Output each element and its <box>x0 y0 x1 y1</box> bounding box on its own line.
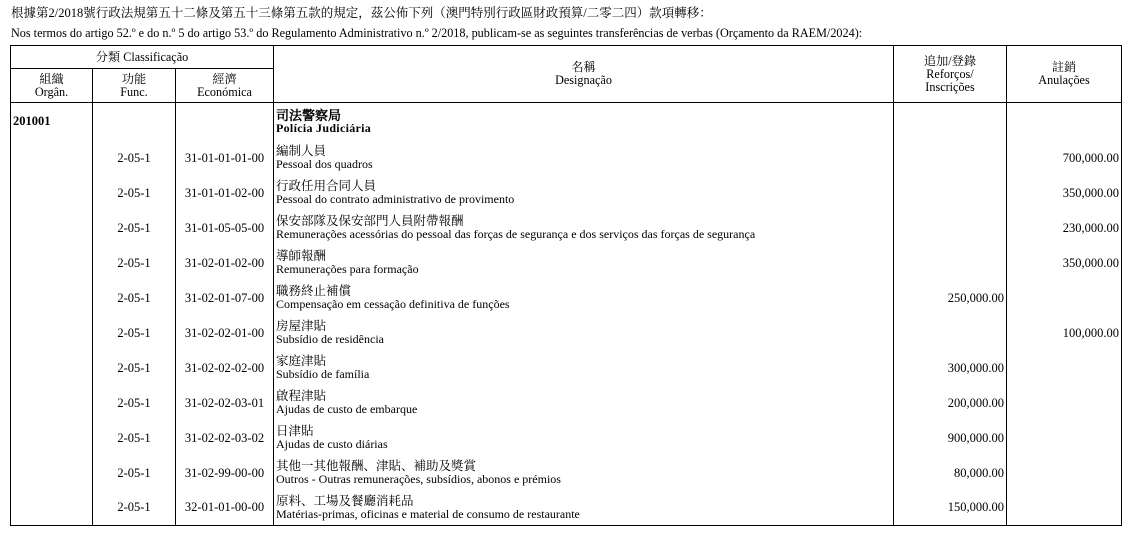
designation-pt: Subsídio de família <box>276 367 370 381</box>
organization-name-zh: 司法警察局 <box>276 107 342 123</box>
organic-cell <box>11 176 93 211</box>
annulment-amount: 100,000.00 <box>1007 316 1122 351</box>
table-header <box>11 46 1122 103</box>
economic-code: 31-01-01-02-00 <box>176 176 274 211</box>
annulment-amount: 350,000.00 <box>1007 246 1122 281</box>
annulment-amount <box>1007 351 1122 386</box>
table-body <box>11 103 1122 526</box>
table-row <box>11 316 1122 351</box>
designation-zh: 行政任用合同人員 <box>276 179 377 193</box>
designation-pt: Remunerações para formação <box>276 262 419 276</box>
reinforcement-amount <box>894 246 1007 281</box>
organic-cell <box>11 456 93 491</box>
reinforcement-amount: 200,000.00 <box>894 386 1007 421</box>
reinforcement-amount: 80,000.00 <box>894 456 1007 491</box>
reinforcements-header <box>894 46 1007 103</box>
empty-cell <box>1007 103 1122 141</box>
classification-header: 分類 Classificação <box>11 46 274 69</box>
table-row <box>11 211 1122 246</box>
designation <box>274 211 894 246</box>
organic-header-zh: 組織 <box>39 71 64 86</box>
organic-cell <box>11 421 93 456</box>
economic-code: 31-02-02-03-01 <box>176 386 274 421</box>
designation <box>274 316 894 351</box>
organization-row <box>11 103 1122 141</box>
reinforcement-amount <box>894 211 1007 246</box>
designation-zh: 日津貼 <box>276 424 314 438</box>
designation-header-zh: 名稱 <box>571 60 596 74</box>
functional-code: 2-05-1 <box>93 246 176 281</box>
annulments-header <box>1007 46 1122 103</box>
annulments-header-zh: 註銷 <box>1051 60 1077 74</box>
annulment-amount <box>1007 456 1122 491</box>
economic-code: 31-02-01-02-00 <box>176 246 274 281</box>
economic-header-pt: Económica <box>197 84 252 99</box>
functional-code: 2-05-1 <box>93 386 176 421</box>
annulment-amount: 350,000.00 <box>1007 176 1122 211</box>
functional-code: 2-05-1 <box>93 491 176 526</box>
organic-cell <box>11 491 93 526</box>
designation-pt: Ajudas de custo diárias <box>276 437 388 451</box>
economic-header <box>176 69 274 103</box>
reinforcement-amount: 150,000.00 <box>894 491 1007 526</box>
designation-zh: 其他一其他報酬、津貼、補助及獎賞 <box>276 459 477 473</box>
intro-portuguese: Nos termos do artigo 52.º e do n.º 5 do artigo 53.º do Regulamento Administrativo n.º 2/2018, publicam-se as seguintes transferências de verbas (Orçamento da RAEM/2024): <box>11 26 863 40</box>
table-row <box>11 176 1122 211</box>
functional-header-pt: Func. <box>120 84 148 99</box>
annulment-amount: 230,000.00 <box>1007 211 1122 246</box>
functional-code: 2-05-1 <box>93 316 176 351</box>
designation-header <box>274 46 894 103</box>
intro-chinese: 根據第2/2018號行政法規第五十二條及第五十三條第五款的規定，茲公佈下列（澳門特別行政區財政預算/二零二四）款項轉移： <box>11 6 712 20</box>
annulment-amount <box>1007 421 1122 456</box>
functional-code: 2-05-1 <box>93 421 176 456</box>
designation <box>274 491 894 526</box>
table-row <box>11 421 1122 456</box>
empty-cell <box>894 103 1007 141</box>
designation-pt: Pessoal do contrato administrativo de provimento <box>276 192 515 206</box>
reinforcement-amount <box>894 316 1007 351</box>
economic-header-zh: 經濟 <box>212 71 237 86</box>
empty-cell <box>93 103 176 141</box>
organic-cell <box>11 211 93 246</box>
designation-pt: Subsídio de residência <box>276 332 384 346</box>
designation <box>274 456 894 491</box>
empty-cell <box>176 103 274 141</box>
economic-code: 31-01-01-01-00 <box>176 141 274 176</box>
organic-cell <box>11 246 93 281</box>
annulments-header-pt: Anulações <box>1038 73 1090 87</box>
designation <box>274 386 894 421</box>
organic-cell <box>11 141 93 176</box>
functional-code: 2-05-1 <box>93 281 176 316</box>
designation-pt: Outros - Outras remunerações, subsídios, abonos e prémios <box>276 472 561 486</box>
table-row <box>11 491 1122 526</box>
reinforcement-amount <box>894 176 1007 211</box>
annulment-amount <box>1007 491 1122 526</box>
designation-zh: 保安部隊及保安部門人員附帶報酬 <box>276 214 464 228</box>
designation <box>274 246 894 281</box>
organic-cell <box>11 316 93 351</box>
annulment-amount <box>1007 281 1122 316</box>
designation-pt: Matérias-primas, oficinas e material de consumo de restaurante <box>276 506 580 521</box>
designation-pt: Ajudas de custo de embarque <box>276 402 418 416</box>
functional-code: 2-05-1 <box>93 456 176 491</box>
designation-pt: Compensação em cessação definitiva de funções <box>276 297 510 311</box>
reinforcements-header-zh: 追加/登錄 <box>923 53 977 68</box>
functional-code: 2-05-1 <box>93 176 176 211</box>
annulment-amount <box>1007 386 1122 421</box>
reinforcement-amount <box>894 141 1007 176</box>
organic-cell <box>11 386 93 421</box>
reinforcement-amount: 250,000.00 <box>894 281 1007 316</box>
table-row <box>11 246 1122 281</box>
designation-zh: 職務終止補償 <box>276 284 352 298</box>
table-row <box>11 351 1122 386</box>
designation <box>274 176 894 211</box>
designation-zh: 房屋津貼 <box>276 319 327 333</box>
designation-zh: 啟程津貼 <box>276 389 327 403</box>
functional-code: 2-05-1 <box>93 141 176 176</box>
organic-header <box>11 69 93 103</box>
organic-cell <box>11 281 93 316</box>
organic-cell <box>11 351 93 386</box>
economic-code: 31-02-99-00-00 <box>176 456 274 491</box>
economic-code: 31-02-01-07-00 <box>176 281 274 316</box>
budget-transfer-table <box>10 45 1122 526</box>
reinforcement-amount: 900,000.00 <box>894 421 1007 456</box>
reinforcements-header-pt1: Reforços/ <box>926 66 974 81</box>
table-row <box>11 281 1122 316</box>
designation <box>274 421 894 456</box>
economic-code: 31-02-02-03-02 <box>176 421 274 456</box>
organization-name-pt: Polícia Judiciária <box>276 120 372 135</box>
designation-pt: Remunerações acessórias do pessoal das forças de segurança e dos serviços das forças de segurança <box>276 227 756 241</box>
table-row <box>11 386 1122 421</box>
economic-code: 31-01-05-05-00 <box>176 211 274 246</box>
designation-header-pt: Designação <box>555 73 612 87</box>
table-row <box>11 141 1122 176</box>
economic-code: 31-02-02-02-00 <box>176 351 274 386</box>
functional-code: 2-05-1 <box>93 351 176 386</box>
designation <box>274 281 894 316</box>
designation-zh: 原料、工場及餐廳消耗品 <box>276 493 414 508</box>
table-row <box>11 456 1122 491</box>
designation-zh: 導師報酬 <box>276 249 327 263</box>
designation-zh: 家庭津貼 <box>276 354 327 368</box>
organic-header-pt: Orgân. <box>34 84 69 99</box>
organization-name <box>274 103 894 141</box>
reinforcement-amount: 300,000.00 <box>894 351 1007 386</box>
designation-zh: 編制人員 <box>276 144 327 158</box>
reinforcements-header-pt2: Inscrições <box>925 79 975 94</box>
designation-pt: Pessoal dos quadros <box>276 157 373 171</box>
designation <box>274 351 894 386</box>
functional-code: 2-05-1 <box>93 211 176 246</box>
economic-code: 32-01-01-00-00 <box>176 491 274 526</box>
economic-code: 31-02-02-01-00 <box>176 316 274 351</box>
organic-code: 201001 <box>11 103 93 141</box>
functional-header <box>93 69 176 103</box>
functional-header-zh: 功能 <box>121 71 147 86</box>
annulment-amount: 700,000.00 <box>1007 141 1122 176</box>
designation <box>274 141 894 176</box>
